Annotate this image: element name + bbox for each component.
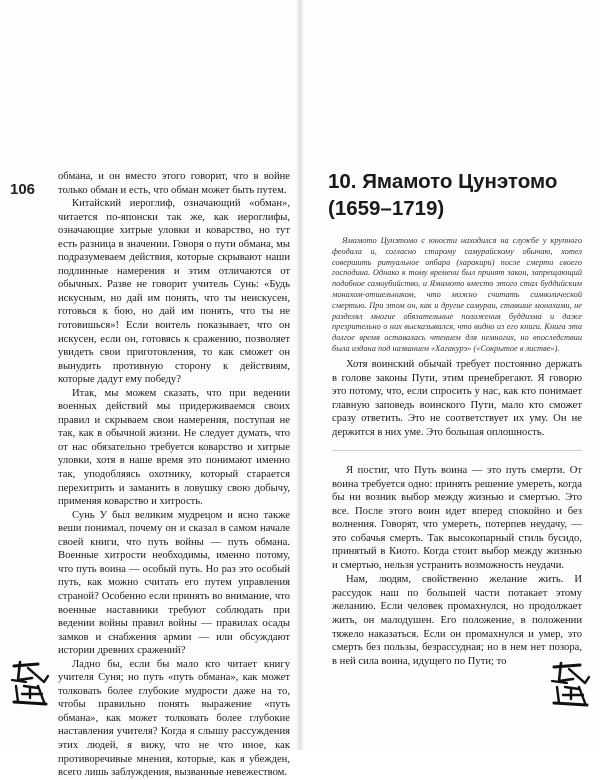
page-gutter [296,0,304,750]
chapter-title: 10. Ямамото Цунэтомо (1659–1719) [328,170,558,220]
page-number: 106 [10,181,36,198]
paragraph: Нам, людям, свойственно желание жить. И рассудок наш по большей части потакает этому желанию. Если человек промахнулся, но продолжает жить, он малодушен. Его положение, в положении тяжело наказаться. Если он промахнулся и умер, это смерть без пользы, безрассудная; но в нем нет позора, в ней сила воина, идущего по Пути; то [332,574,582,667]
paragraph: Итак, мы можем сказать, что при ведении военных действий мы придерживаемся своих правил и скрываем свои намерения, поступая не так, как в обычной жизни. Не следует думать, что от нас обязательно требуется коварство и хитрые уловки, хотя в наше время это понимают именно так, уподобляясь охотнику, который старается перехитрить и заманить в ловушку свою добычу, применяя коварство и хитрость. [58,387,290,508]
section-divider [332,450,582,451]
paragraph: Я постиг, что Путь воина — это путь смерти. От воина требуется одно: принять решение умереть, когда бы ни возник выбор между жизнью и смертью. Это все. После этого воин идет вперед спокойно и без волнения. Говорят, что умереть, потерпев неудачу, — это собачья смерть. Так высокопарный стиль бусидо, принятый в Киото. Когда стоит выбор между жизнью и смертью, нельзя устранить возможность неудачи. [332,465,582,571]
paragraph: Ямамото Цунэтомо с юности находился на службе у крупного феодала и, согласно старому самурайскому обычаю, хотел совершить ритуальное опбара (харакири) после смерти своего господина. Однако к тому времени был принят закон, запрещающий подобное самоубийство, и Ямамото вместо этого стал буддийским монахом-отшельником, что можно считать символической смертью. При этом он, как и другие самураи, ставшие монахами, не разделял многие обязательные положения буддизма и даже презрительно о них высказывался, что видно из его книги. Книга эта долгое время оставалась чтением для немногих, но впоследствии была издана под названием «Хагакурэ» («Сокрытое в листве»). [332,236,582,353]
left-page-body [58,170,290,780]
quote-text [332,464,582,669]
paragraph: Ладно бы, если бы мало кто читает книгу учителя Суня; но путь «путь обмана», как может толковать более глубокие мудрости даже на то, чтобы правильно понять выражение «путь обмана», как может толковать более глубокие наставления учителя? Когда я слышу рассуждения этих людей, я вижу, что не что иное, как противоречивые мнения, которые, как я убежден, всего лишь заблуждения, вызванные невежеством. [58,658,290,779]
paragraph: обмана, и он вместо этого говорит, что в войне только обман и есть, что обман может быть путем. [58,171,290,196]
paragraph: Хотя воинский обычай требует постоянно держать в голове законы Пути, этим пренебрегают. Я говорю это потому, что, если спросить у нас, как кто понимает главную заповедь воинского Пути, мало кто сможет сразу ответить. Это не соответствует их уму. Он не держится в них уме. Это большая оплошность. [332,359,582,438]
lead-text [332,358,582,439]
chapter-intro [332,236,582,355]
paragraph: Сунь У был великим мудрецом и ясно также веши понимал, почему он и сказал в самом начале своей книги, что путь войны — путь обмана. Военные хитрости необходимы, именно потому, что путь воина — особый путь. Но раз это особый путь, как можно считать его путем управления страной? Особенно если принять во внимание, что военные наставники требуют соблюдать при ведении войны правил войны — правилах осады замков и снабжения армии — или обсуждают истории древних сражений? [58,509,290,657]
calligraphy-seal-icon [8,658,52,706]
calligraphy-seal-icon [548,660,592,708]
paragraph: Китайский иероглиф, означающий «обман», читается по-японски так же, как иероглифы, означающие хитрые уловки и коварство, но тут есть разница в значении. Говоря о пути обмана, мы подразумеваем действия, которые скрывают наши подлинные намерения и этим отличаются от обычных. Разве не говорит учитель Сунь: «Будь искусным, но дай им понять, что ты неискусен, готовься к бою, но дай им понять, что ты не готовишься»! Если воитель показывает, что он искусен, если он, готовясь к сражению, позволяет увидеть свои приготовления, то как сможет он вынудить противную сторону к действиям, которые дадут ему победу? [58,198,290,386]
